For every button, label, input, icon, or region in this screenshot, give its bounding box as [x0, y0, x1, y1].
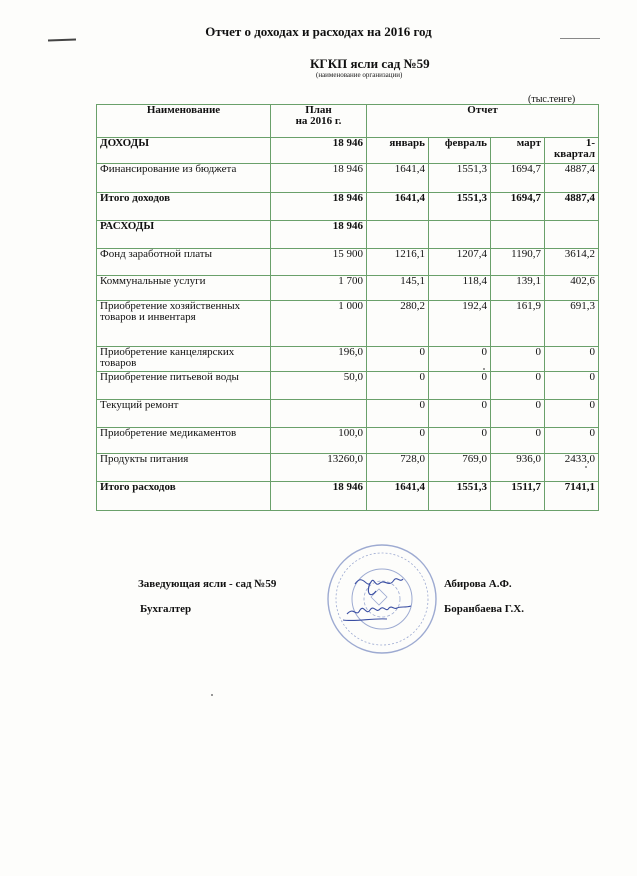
cell-mar [491, 221, 545, 249]
table-row [97, 164, 599, 193]
cell-feb: 0 [429, 428, 491, 454]
cell-jan: 0 [367, 428, 429, 454]
cell-jan: 1216,1 [367, 249, 429, 276]
row-name: Продукты питания [97, 454, 271, 482]
table-row [97, 221, 599, 249]
cell-plan: 18 946 [271, 482, 367, 511]
header-plan-line2: на 2016 г. [295, 115, 342, 127]
table-row [97, 276, 599, 301]
header-name: Наименование [97, 105, 271, 138]
cell-plan: 1 000 [271, 301, 367, 347]
cell-plan: 18 946 [271, 193, 367, 221]
cell-q1: 402,6 [545, 276, 599, 301]
scan-speck [211, 694, 213, 696]
cell-jan: 1641,4 [367, 193, 429, 221]
table-row [97, 428, 599, 454]
row-name: Приобретение хозяйственных товаров и инвентаря [97, 301, 271, 347]
accountant-name: Боранбаева Г.Х. [444, 603, 525, 615]
cell-plan: 50,0 [271, 372, 367, 400]
cell-jan: 0 [367, 347, 429, 372]
accountant-title: Бухгалтер [140, 603, 192, 615]
cell-jan: 1641,4 [367, 482, 429, 511]
header-plan-line1: План [305, 104, 332, 116]
table-row [97, 482, 599, 511]
row-name: Финансирование из бюджета [97, 164, 271, 193]
cell-feb: 1551,3 [429, 193, 491, 221]
table-row [97, 249, 599, 276]
cell-q1 [545, 221, 599, 249]
cell-mar: 0 [491, 400, 545, 428]
cell-feb: 192,4 [429, 301, 491, 347]
table-row [97, 454, 599, 482]
cell-plan [271, 400, 367, 428]
cell-jan: 728,0 [367, 454, 429, 482]
cell-q1: 1-квартал [545, 138, 599, 164]
cell-jan: 1641,4 [367, 164, 429, 193]
head-title: Заведующая ясли - сад №59 [138, 578, 277, 590]
cell-mar: 1694,7 [491, 164, 545, 193]
cell-jan [367, 221, 429, 249]
cell-q1: 691,3 [545, 301, 599, 347]
cell-feb: 118,4 [429, 276, 491, 301]
cell-q1: 0 [545, 372, 599, 400]
cell-mar: 0 [491, 347, 545, 372]
cell-plan: 100,0 [271, 428, 367, 454]
cell-mar: март [491, 138, 545, 164]
scan-speck [585, 466, 587, 468]
table-row [97, 138, 599, 164]
cell-q1: 0 [545, 400, 599, 428]
cell-plan: 13260,0 [271, 454, 367, 482]
cell-feb: 1551,3 [429, 482, 491, 511]
cell-plan: 196,0 [271, 347, 367, 372]
row-name: Фонд заработной платы [97, 249, 271, 276]
cell-jan: 0 [367, 372, 429, 400]
head-name: Абирова А.Ф. [444, 578, 512, 590]
table-row [97, 301, 599, 347]
row-name: Текущий ремонт [97, 400, 271, 428]
cell-mar: 1190,7 [491, 249, 545, 276]
header-plan [271, 105, 367, 138]
cell-q1: 2433,0 [545, 454, 599, 482]
table-row [97, 347, 599, 372]
row-name: Приобретение питьевой воды [97, 372, 271, 400]
cell-q1: 0 [545, 347, 599, 372]
cell-mar: 936,0 [491, 454, 545, 482]
organization-stamp [325, 537, 440, 665]
header-report: Отчет [367, 105, 599, 138]
organization-name: КГКП ясли сад №59 [310, 56, 430, 71]
cell-q1: 7141,1 [545, 482, 599, 511]
cell-mar: 0 [491, 372, 545, 400]
row-name: Приобретение медикаментов [97, 428, 271, 454]
cell-feb [429, 221, 491, 249]
table-row [97, 400, 599, 428]
cell-q1: 4887,4 [545, 193, 599, 221]
cell-mar: 1694,7 [491, 193, 545, 221]
row-name: РАСХОДЫ [97, 221, 271, 249]
cell-jan: 0 [367, 400, 429, 428]
table-row [97, 372, 599, 400]
cell-jan: 145,1 [367, 276, 429, 301]
cell-mar: 139,1 [491, 276, 545, 301]
row-name: Итого доходов [97, 193, 271, 221]
cell-q1: 0 [545, 428, 599, 454]
scan-speck [483, 368, 485, 370]
row-name: Итого расходов [97, 482, 271, 511]
cell-feb: 769,0 [429, 454, 491, 482]
cell-plan: 18 946 [271, 138, 367, 164]
cell-feb: 0 [429, 372, 491, 400]
cell-jan: январь [367, 138, 429, 164]
cell-plan: 18 946 [271, 164, 367, 193]
cell-feb: 1207,4 [429, 249, 491, 276]
currency-unit: (тыс.тенге) [528, 94, 576, 105]
report-title: Отчет о доходах и расходах на 2016 год [205, 24, 432, 39]
report-table [96, 104, 599, 511]
cell-jan: 280,2 [367, 301, 429, 347]
cell-plan: 1 700 [271, 276, 367, 301]
cell-plan: 18 946 [271, 221, 367, 249]
table-header-row [97, 105, 599, 138]
cell-q1: 4887,4 [545, 164, 599, 193]
cell-mar: 1511,7 [491, 482, 545, 511]
row-name: ДОХОДЫ [97, 138, 271, 164]
table-row [97, 193, 599, 221]
cell-feb: 1551,3 [429, 164, 491, 193]
row-name: Коммунальные услуги [97, 276, 271, 301]
organization-note: (наименование организации) [316, 71, 403, 79]
cell-mar: 0 [491, 428, 545, 454]
cell-feb: февраль [429, 138, 491, 164]
cell-mar: 161,9 [491, 301, 545, 347]
cell-q1: 3614,2 [545, 249, 599, 276]
cell-feb: 0 [429, 347, 491, 372]
row-name: Приобретение канцелярских товаров [97, 347, 271, 372]
cell-plan: 15 900 [271, 249, 367, 276]
cell-feb: 0 [429, 400, 491, 428]
